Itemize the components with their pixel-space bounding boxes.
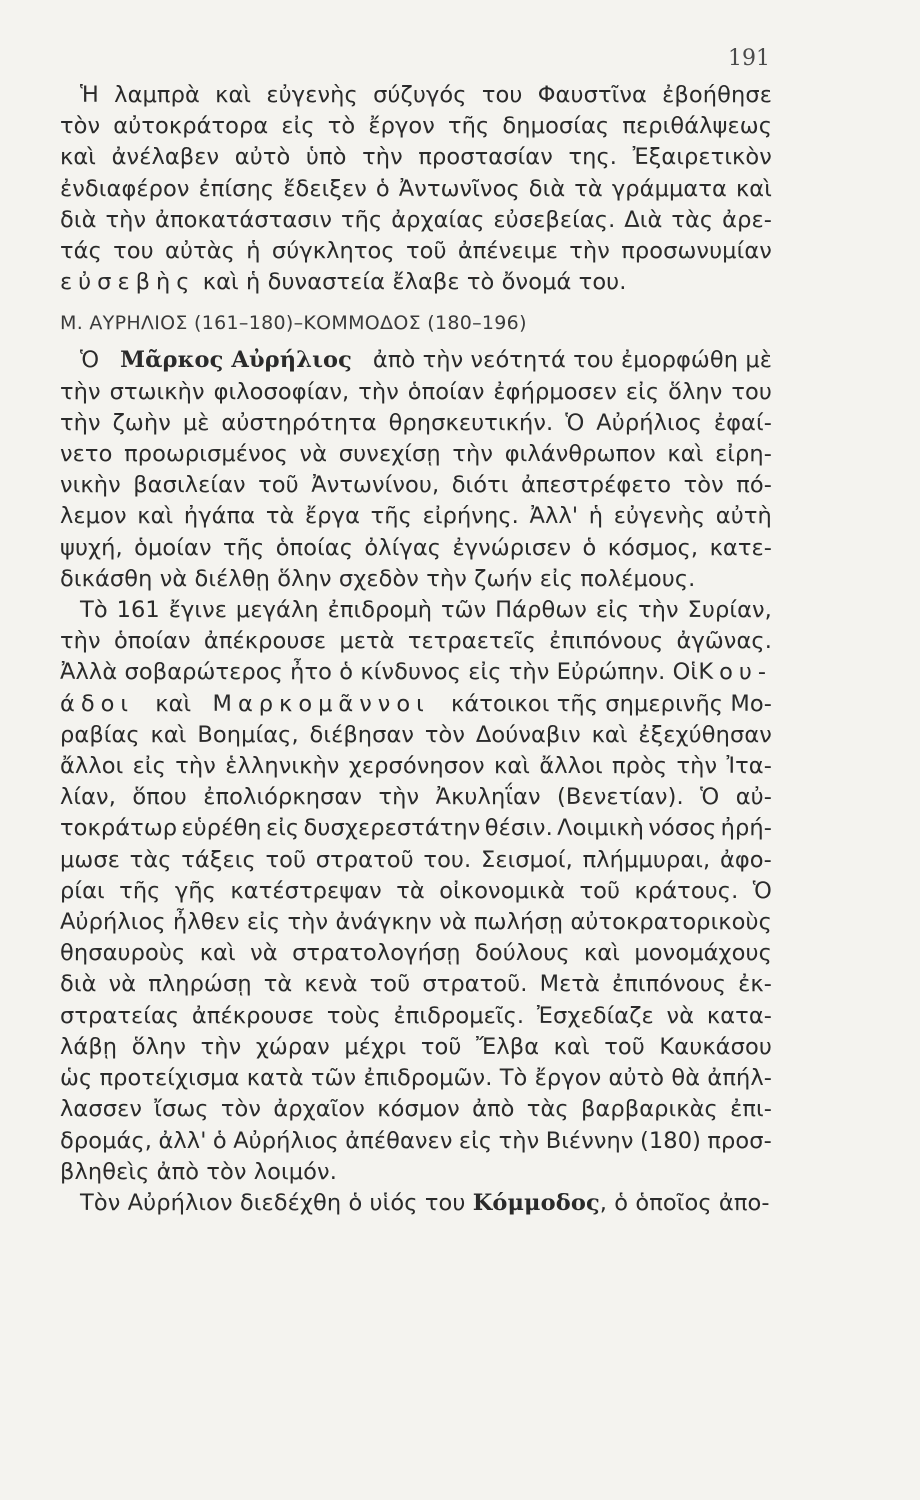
text-line: τάς του αὐτὰς ἡ σύγκλητος τοῦ ἀπένειμε τὴν προσωνυμίαν: [60, 238, 772, 265]
text-line: τὴν ζωὴν μὲ αὐστηρότητα θρησκευτικήν. Ὁ Αὐρήλιος ἐφαί-: [60, 409, 772, 436]
text-line: μωσε τὰς τάξεις τοῦ στρατοῦ του. Σεισμοί, πλήμμυραι, ἀφο-: [60, 846, 772, 873]
paragraph-invasions: [60, 595, 772, 1188]
text-line: [60, 689, 772, 720]
bold-name: Κόμμοδος: [472, 1189, 600, 1216]
text-line: νικὴν βασιλείαν τοῦ Ἀντωνίνου, διότι ἀπεστρέφετο τὸν πό-: [60, 472, 772, 499]
bold-name: Μᾶρκος Αὐρήλιος: [120, 347, 352, 374]
text-line: θησαυροὺς καὶ νὰ στρατολογήσῃ δούλους καὶ μονομάχους: [60, 940, 772, 967]
text-line: νετο προωρισμένος νὰ συνεχίσῃ τὴν φιλάνθρωπον καὶ εἰρη-: [60, 441, 772, 468]
text-line: ἄλλοι εἰς τὴν ἑλληνικὴν χερσόνησον καὶ ἄλλοι πρὸς τὴν Ἰτα-: [60, 753, 772, 780]
line-text: ἀπὸ τὴν νεότητά του ἐμορφώθη μὲ: [372, 347, 772, 374]
text-line: διὰ τὴν ἀποκατάστασιν τῆς ἀρχαίας εὐσεβείας. Διὰ τὰς ἀρε-: [60, 206, 772, 233]
line-text: καὶ: [155, 690, 192, 717]
text-line: βληθεὶς ἀπὸ τὸν λοιμόν.: [60, 1158, 337, 1185]
text-line: Ἡ λαμπρὰ καὶ εὐγενὴς σύζυγός του Φαυστῖνα ἐβοήθησε: [80, 82, 772, 108]
spaced-word: Κου-: [698, 659, 772, 686]
text-line: ψυχή, ὁμοίαν τῆς ὁποίας ὀλίγας ἐγνώρισεν ὁ κόσμος, κατε-: [60, 534, 772, 561]
line-text: καὶ ἡ δυναστεία ἔλαβε τὸ ὄνομά του.: [202, 269, 627, 296]
text-line: Αὐρήλιος ἦλθεν εἰς τὴν ἀνάγκην νὰ πωλήσῃ αὐτοκρατορικοὺς: [60, 909, 772, 936]
spaced-word: άδοι: [60, 690, 134, 717]
page-number: 191: [728, 46, 770, 71]
text-line: τὸν αὐτοκράτορα εἰς τὸ ἔργον τῆς δημοσίας περιθάλψεως: [60, 113, 772, 140]
text-line: λεμον καὶ ἠγάπα τὰ ἔργα τῆς εἰρήνης. Ἀλλ' ἡ εὐγενὴς αὐτὴ: [60, 503, 772, 530]
text-line: τοκράτωρ εὑρέθη εἰς δυσχερεστάτην θέσιν. Λοιμικὴ νόσος ἠρή-: [60, 815, 772, 842]
text-line: διὰ νὰ πληρώσῃ τὰ κενὰ τοῦ στρατοῦ. Μετὰ ἐπιπόνους ἐκ-: [60, 971, 772, 998]
text-body: [60, 80, 772, 1219]
text-line: [60, 657, 772, 688]
spaced-word: Μαρκομᾶννοι: [212, 690, 430, 717]
text-line: καὶ ἀνέλαβεν αὐτὸ ὑπὸ τὴν προστασίαν της. Ἐξαιρετικὸν: [60, 144, 772, 171]
text-line: ραβίας καὶ Βοημίας, διέβησαν τὸν Δούναβιν καὶ ἐξεχύθησαν: [60, 721, 772, 748]
text-line: ἐνδιαφέρον ἐπίσης ἔδειξεν ὁ Ἀντωνῖνος διὰ τὰ γράμματα καὶ: [60, 175, 772, 202]
line-text: Τὸν Αὐρήλιον διεδέχθη ὁ υἱός του: [80, 1189, 466, 1216]
text-line: τὴν ὁποίαν ἀπέκρουσε μετὰ τετραετεῖς ἐπιπόνους ἀγῶνας.: [60, 628, 772, 655]
text-line: ὡς προτείχισμα κατὰ τῶν ἐπιδρομῶν. Τὸ ἔργον αὐτὸ θὰ ἀπήλ-: [60, 1065, 772, 1092]
text-line: δικάσθη νὰ διέλθῃ ὅλην σχεδὸν τὴν ζωήν εἰς πολέμους.: [60, 565, 696, 592]
text-line: δρομάς, ἀλλ' ὁ Αὐρήλιος ἀπέθανεν εἰς τὴν Βιέννην (180) προσ-: [60, 1127, 772, 1154]
text-line: λίαν, ὅπου ἐπολιόρκησαν τὴν Ἀκυληΐαν (Βενετίαν). Ὁ αὐ-: [60, 784, 772, 811]
line-text: κάτοικοι τῆς σημερινῆς Μο-: [451, 690, 772, 717]
spaced-word: εὐσεβὴς: [60, 269, 196, 296]
text-line: λασσεν ἴσως τὸν ἀρχαῖον κόσμον ἀπὸ τὰς βαρβαρικὰς ἐπι-: [60, 1096, 772, 1123]
text-line: τὴν στωικὴν φιλοσοφίαν, τὴν ὁποίαν ἐφήρμοσεν εἰς ὅλην του: [60, 378, 772, 405]
paragraph-marcus-aurelius: [60, 345, 772, 595]
paragraph-faustina: [60, 80, 772, 298]
text-line: [60, 267, 772, 298]
paragraph-commodus: [60, 1188, 772, 1219]
text-line: [60, 345, 772, 376]
line-text: Ἀλλὰ σοβαρώτερος ἦτο ὁ κίνδυνος εἰς τὴν Εὐρώπην. Οἱ: [60, 659, 699, 686]
line-text: , ὁ ὁποῖος ἀπο-: [599, 1189, 770, 1216]
section-heading: Μ. ΑΥΡΗΛΙΟΣ (161–180)–ΚΟΜΜΟΔΟΣ (180–196): [60, 312, 527, 335]
text-line: ρίαι τῆς γῆς κατέστρεψαν τὰ οἰκονομικὰ τοῦ κράτους. Ὁ: [60, 877, 772, 904]
text-line: [60, 1188, 772, 1219]
line-text: Ὁ: [80, 347, 100, 374]
text-line: Τὸ 161 ἔγινε μεγάλη ἐπιδρομὴ τῶν Πάρθων εἰς τὴν Συρίαν,: [80, 597, 772, 624]
text-line: στρατείας ἀπέκρουσε τοὺς ἐπιδρομεῖς. Ἐσχεδίαζε νὰ κατα-: [60, 1002, 772, 1029]
text-line: λάβῃ ὅλην τὴν χώραν μέχρι τοῦ Ἔλβα καὶ τοῦ Καυκάσου: [60, 1033, 772, 1060]
